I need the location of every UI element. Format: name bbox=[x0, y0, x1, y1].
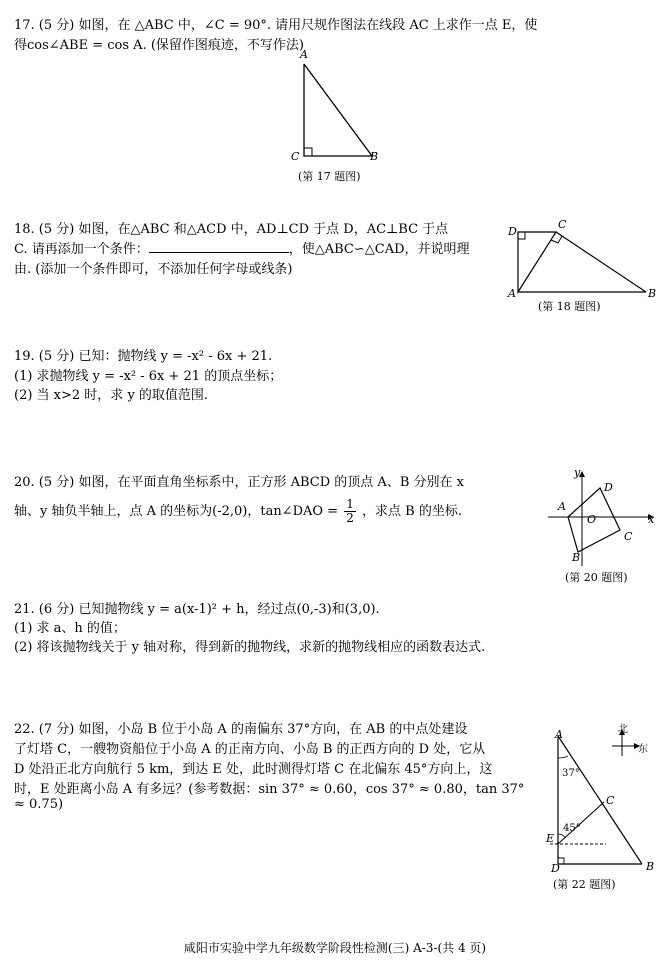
q18-label-c: C bbox=[558, 218, 567, 231]
q20-label-y: y bbox=[574, 466, 581, 479]
q18-answer-blank[interactable] bbox=[149, 240, 289, 253]
q22-line2: 了灯塔 C，一艘物资船位于小岛 A 的正南方向、小岛 B 的正西方向的 D 处，它从 bbox=[14, 742, 486, 757]
q20-coordinate-figure bbox=[548, 470, 658, 570]
q17-line2: 得cos∠ABE = cos A. (保留作图痕迹，不写作法) bbox=[14, 38, 304, 53]
q19-line2: (1) 求抛物线 y = -x² - 6x + 21 的顶点坐标； bbox=[14, 369, 283, 384]
q20-label-b: B bbox=[572, 551, 581, 564]
q22-angle-37: 37° bbox=[562, 768, 580, 779]
q22-line3: D 处沿正北方向航行 5 km，到达 E 处，此时测得灯塔 C 在北偏东 45°方向上，这 bbox=[14, 762, 493, 777]
q22-label-e: E bbox=[546, 832, 555, 845]
q20-label-x: x bbox=[648, 513, 655, 526]
q17-triangle-figure bbox=[300, 62, 380, 162]
q20-line2-part2: ，求点 B 的坐标. bbox=[362, 504, 462, 519]
q22-label-c: C bbox=[606, 794, 615, 807]
q20-label-c: C bbox=[624, 530, 633, 543]
q22-line5: ≈ 0.75) bbox=[14, 797, 64, 812]
q20-label-a: A bbox=[558, 500, 566, 513]
q22-angle-45: 45° bbox=[563, 823, 581, 834]
q20-fraction bbox=[344, 498, 356, 525]
q20-label-d: D bbox=[604, 481, 613, 494]
q19-line1: 19. (5 分) 已知：抛物线 y = -x² - 6x + 21. bbox=[14, 349, 273, 364]
q20-fraction-denominator: 2 bbox=[346, 511, 354, 525]
q20-fraction-numerator: 1 bbox=[346, 497, 354, 511]
q22-label-d: D bbox=[551, 862, 560, 875]
q18-line2 bbox=[14, 238, 470, 257]
q22-line4: 时，E 处距离小岛 A 有多远？(参考数据：sin 37° ≈ 0.60，cos 37° ≈ 0.80，tan 37° bbox=[14, 782, 525, 797]
compass-north-label: 北 bbox=[618, 724, 628, 735]
q18-label-b: B bbox=[648, 287, 657, 300]
q18-label-a: A bbox=[508, 287, 516, 300]
q18-label-d: D bbox=[508, 225, 517, 238]
q20-label-o: O bbox=[587, 513, 597, 526]
q19-line3: (2) 当 x>2 时，求 y 的取值范围. bbox=[14, 388, 209, 403]
q21-line3: (2) 将该抛物线关于 y 轴对称，得到新的抛物线，求新的抛物线相应的函数表达式. bbox=[14, 640, 486, 655]
q22-line1: 22. (7 分) 如图，小岛 B 位于小岛 A 的南偏东 37°方向，在 AB 的中点处建设 bbox=[14, 722, 468, 737]
q18-figure bbox=[516, 226, 656, 296]
q18-caption: (第 18 题图) bbox=[538, 300, 601, 313]
q21-line2: (1) 求 a、h 的值； bbox=[14, 621, 126, 636]
page-footer: 咸阳市实验中学九年级数学阶段性检测(三) A-3-(共 4 页) bbox=[183, 941, 487, 955]
q22-label-a: A bbox=[555, 728, 563, 741]
q21-line1: 21. (6 分) 已知抛物线 y = a(x-1)² + h，经过点(0,-3)和(3,0). bbox=[14, 602, 380, 617]
q17-caption: (第 17 题图) bbox=[298, 170, 361, 183]
q18-line3: 由. (添加一个条件即可，不添加任何字母或线条) bbox=[14, 262, 293, 277]
q17-label-c: C bbox=[291, 150, 300, 163]
compass-east-label: 东 bbox=[638, 744, 648, 755]
q22-caption: (第 22 题图) bbox=[553, 878, 616, 891]
q17-line1: 17. (5 分) 如图，在 △ABC 中，∠C = 90°. 请用尺规作图法在线段 AC 上求作一点 E，使 bbox=[14, 18, 538, 33]
q20-line2 bbox=[14, 498, 462, 525]
q17-label-a: A bbox=[300, 48, 308, 61]
q17-label-b: B bbox=[370, 150, 379, 163]
q18-line2-part2: ，使△ABC∽△CAD，并说明理 bbox=[288, 242, 470, 257]
q20-line2-part1: 轴、y 轴负半轴上，点 A 的坐标为(-2,0)，tan∠DAO = bbox=[14, 504, 339, 519]
q20-caption: (第 20 题图) bbox=[565, 571, 628, 584]
q22-label-b: B bbox=[646, 860, 655, 873]
q18-line2-part1: C. 请再添加一个条件： bbox=[14, 242, 149, 257]
q20-line1: 20. (5 分) 如图，在平面直角坐标系中，正方形 ABCD 的顶点 A、B 分别在 x bbox=[14, 475, 464, 490]
q18-line1: 18. (5 分) 如图，在△ABC 和△ACD 中，AD⊥CD 于点 D，AC⊥BC 于点 bbox=[14, 222, 449, 237]
